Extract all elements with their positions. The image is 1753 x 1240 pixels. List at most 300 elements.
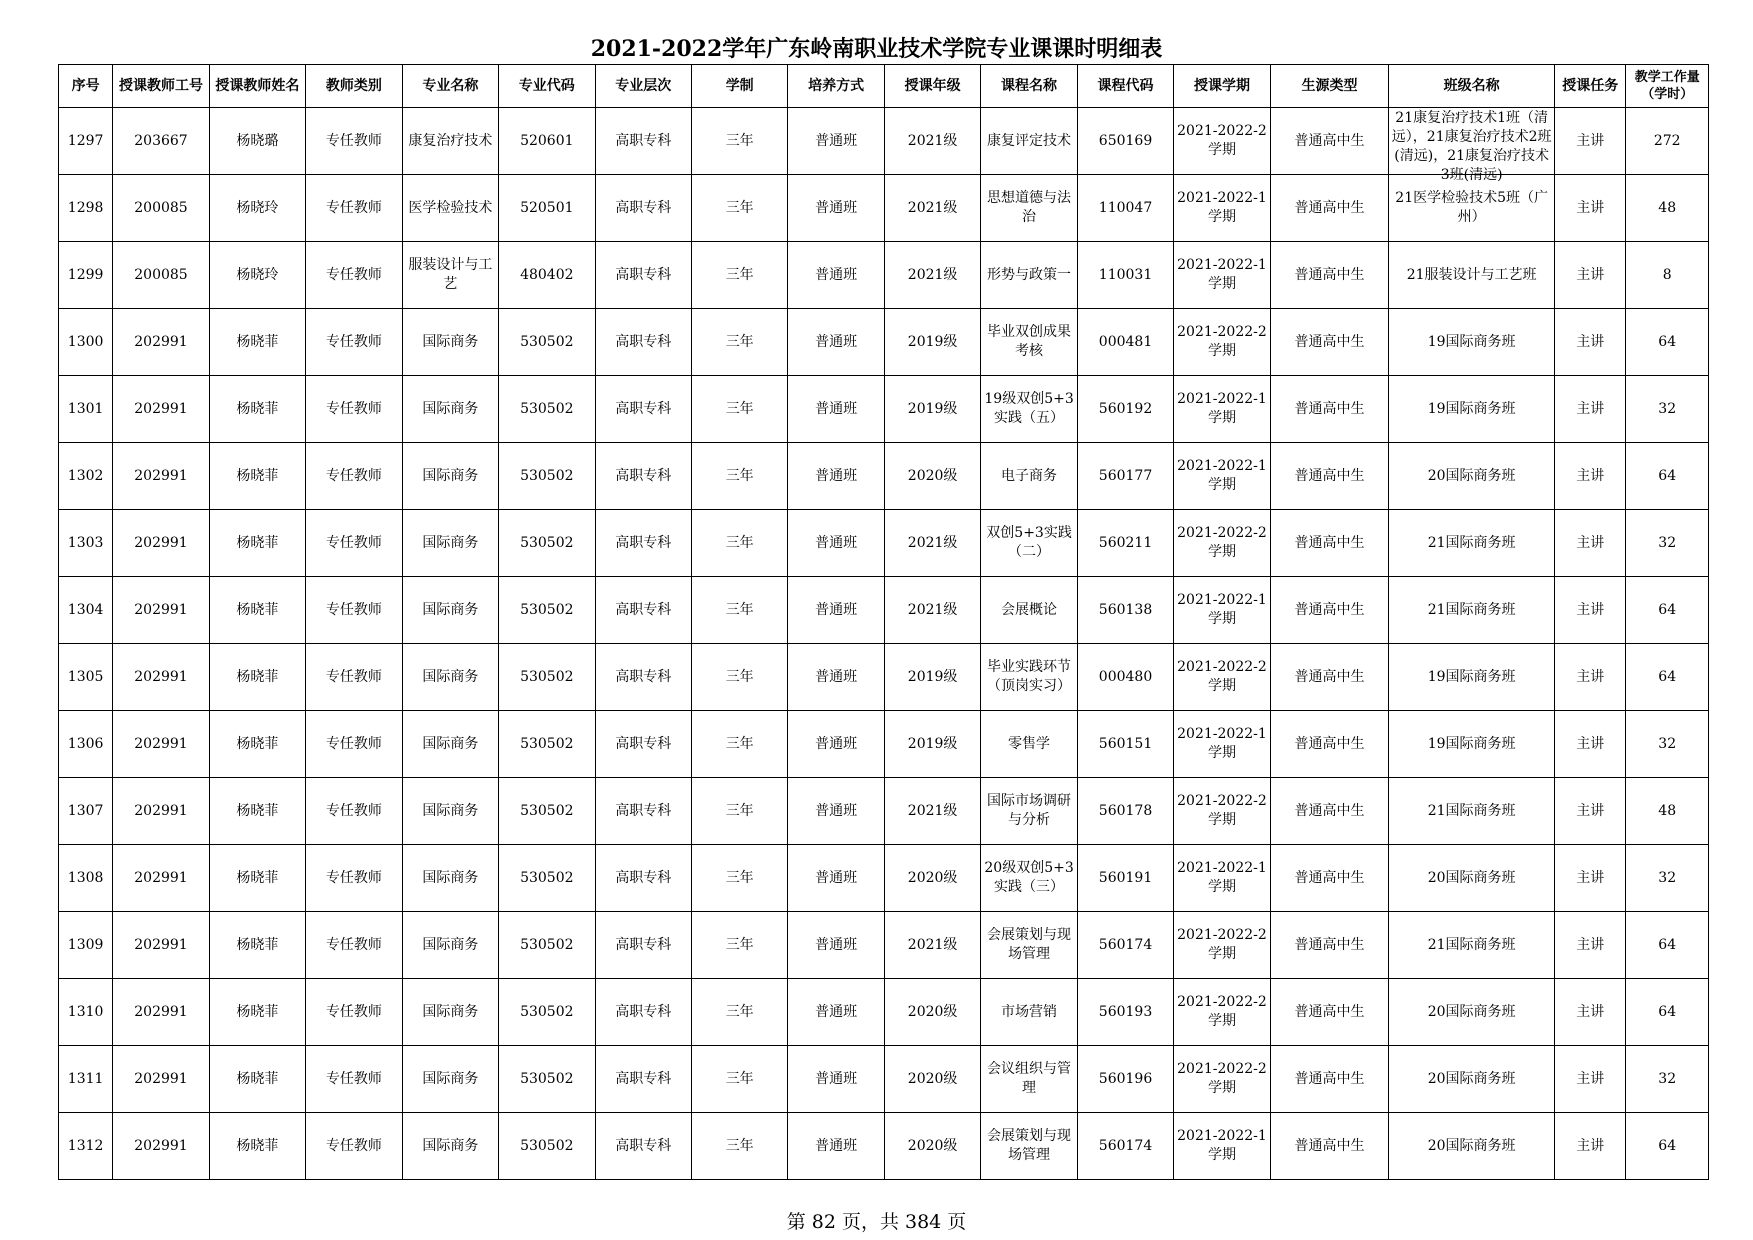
cell-text: 医学检验技术: [408, 199, 493, 216]
table-row: [59, 778, 1709, 845]
cell-text: 21国际商务班: [1427, 802, 1516, 819]
cell-text: 110047: [1098, 199, 1153, 216]
table-cell: [499, 175, 595, 242]
table-row: [59, 979, 1709, 1046]
cell-text: 普通班: [815, 534, 858, 551]
cell-text: 530502: [520, 333, 574, 350]
cell-text: 毕业双创成果考核: [987, 324, 1072, 359]
cell-text: 毕业实践环节（顶岗实习）: [987, 659, 1072, 694]
cell-text: 普通高中生: [1294, 936, 1365, 953]
table-cell: [788, 309, 884, 376]
table-cell: [691, 1046, 787, 1113]
cell-text: 202991: [134, 601, 188, 618]
cell-text: 21服装设计与工艺班: [1406, 266, 1537, 283]
cell-text: 杨晓菲: [236, 869, 279, 886]
cell-text: 1309: [67, 936, 104, 953]
table-cell: [209, 711, 305, 778]
table-cell: [1270, 309, 1389, 376]
cell-text: 560151: [1098, 735, 1153, 752]
cell-text: 520501: [520, 199, 574, 216]
cell-text: 高职专科: [615, 1070, 672, 1087]
cell-text: 国际商务: [422, 601, 479, 618]
table-cell: [1626, 1046, 1709, 1113]
column-header: 教学工作量（学时）: [1626, 65, 1709, 108]
cell-text: 普通高中生: [1294, 802, 1365, 819]
cell-text: 2021-2022-2学期: [1177, 1061, 1267, 1096]
cell-text: 530502: [520, 1003, 574, 1020]
table-cell: [884, 108, 980, 175]
table-cell: [1270, 1046, 1389, 1113]
cell-text: 20级双创5+3实践（三）: [984, 860, 1074, 895]
table-cell: [884, 376, 980, 443]
cell-text: 专任教师: [325, 735, 382, 752]
column-header: 专业名称: [402, 65, 498, 108]
table-cell: [981, 979, 1077, 1046]
table-cell: [306, 912, 402, 979]
cell-text: 21国际商务班: [1427, 534, 1516, 551]
table-cell: [788, 242, 884, 309]
table-cell: [306, 376, 402, 443]
cell-text: 杨晓菲: [236, 534, 279, 551]
table-cell: [981, 912, 1077, 979]
cell-text: 200085: [134, 199, 188, 216]
cell-text: 杨晓菲: [236, 467, 279, 484]
table-cell: [1077, 1113, 1173, 1180]
table-cell: [113, 309, 209, 376]
table-cell: [691, 242, 787, 309]
table-cell: [402, 912, 498, 979]
cell-text: 专任教师: [325, 1070, 382, 1087]
table-cell: [1555, 376, 1626, 443]
table-cell: [113, 1046, 209, 1113]
table-cell: [981, 510, 1077, 577]
table-cell: [1555, 1046, 1626, 1113]
cell-text: 国际商务: [422, 735, 479, 752]
table-cell: [499, 510, 595, 577]
cell-text: 专任教师: [325, 333, 382, 350]
page-title: 2021-2022学年广东岭南职业技术学院专业课课时明细表: [590, 36, 1163, 62]
cell-text: 高职专科: [615, 869, 672, 886]
cell-text: 主讲: [1576, 1003, 1605, 1020]
table-cell: [59, 845, 113, 912]
cell-text: 2019级: [907, 735, 958, 752]
table-row: [59, 1113, 1709, 1180]
table-cell: [59, 443, 113, 510]
table-cell: [1270, 510, 1389, 577]
cell-text: 560174: [1098, 936, 1153, 953]
cell-text: 000480: [1098, 668, 1153, 685]
table-cell: [595, 711, 691, 778]
table-cell: [1555, 108, 1626, 175]
table-cell: [1555, 443, 1626, 510]
table-cell: [595, 510, 691, 577]
cell-text: 1305: [67, 668, 104, 685]
cell-text: 专任教师: [325, 802, 382, 819]
table-cell: [499, 1046, 595, 1113]
table-cell: [1389, 376, 1555, 443]
cell-text: 杨晓璐: [236, 132, 279, 149]
table-cell: [1174, 510, 1270, 577]
table-cell: [884, 644, 980, 711]
table-cell: [1555, 309, 1626, 376]
table-cell: [209, 845, 305, 912]
column-header: 教师类别: [306, 65, 402, 108]
cell-text: 2019级: [907, 668, 958, 685]
cell-text: 普通班: [815, 601, 858, 618]
table-cell: [209, 510, 305, 577]
table-cell: [788, 845, 884, 912]
table-cell: [59, 242, 113, 309]
table-cell: [499, 309, 595, 376]
table-cell: [1389, 912, 1555, 979]
cell-text: 1299: [67, 266, 104, 283]
table-cell: [402, 845, 498, 912]
cell-text: 64: [1658, 333, 1677, 350]
cell-text: 普通高中生: [1294, 869, 1365, 886]
cell-text: 专任教师: [325, 1137, 382, 1154]
table-row: [59, 912, 1709, 979]
column-header: 专业代码: [499, 65, 595, 108]
table-cell: [1077, 644, 1173, 711]
cell-text: 560191: [1098, 869, 1153, 886]
table-row: [59, 711, 1709, 778]
cell-text: 会议组织与管理: [987, 1061, 1072, 1096]
table-cell: [499, 108, 595, 175]
cell-text: 560196: [1098, 1070, 1153, 1087]
table-cell: [1626, 443, 1709, 510]
cell-text: 2021级: [907, 534, 958, 551]
cell-text: 20国际商务班: [1427, 1070, 1516, 1087]
table-cell: [209, 644, 305, 711]
table-cell: [306, 175, 402, 242]
cell-text: 1302: [67, 467, 104, 484]
cell-text: 会展概论: [1001, 601, 1058, 618]
cell-text: 530502: [520, 735, 574, 752]
table-cell: [306, 778, 402, 845]
table-cell: [209, 443, 305, 510]
table-row: [59, 845, 1709, 912]
cell-text: 三年: [725, 601, 754, 618]
cell-text: 普通高中生: [1294, 400, 1365, 417]
cell-text: 21国际商务班: [1427, 601, 1516, 618]
table-cell: [113, 242, 209, 309]
table-cell: [1270, 644, 1389, 711]
cell-text: 高职专科: [615, 668, 672, 685]
cell-text: 三年: [725, 534, 754, 551]
table-cell: [1174, 443, 1270, 510]
table-cell: [884, 711, 980, 778]
table-cell: [691, 979, 787, 1046]
table-cell: [402, 1046, 498, 1113]
cell-text: 主讲: [1576, 936, 1605, 953]
cell-text: 国际市场调研与分析: [987, 793, 1072, 828]
cell-text: 1301: [67, 400, 104, 417]
table-cell: [595, 175, 691, 242]
table-cell: [788, 912, 884, 979]
table-cell: [1555, 644, 1626, 711]
cell-text: 国际商务: [422, 936, 479, 953]
cell-text: 64: [1658, 467, 1677, 484]
table-cell: [1174, 912, 1270, 979]
cell-text: 2021级: [907, 132, 958, 149]
table-cell: [595, 979, 691, 1046]
table-cell: [59, 1113, 113, 1180]
table-cell: [788, 175, 884, 242]
table-cell: [691, 1113, 787, 1180]
table-cell: [306, 979, 402, 1046]
table-row: [59, 510, 1709, 577]
table-cell: [1174, 376, 1270, 443]
cell-text: 专任教师: [325, 601, 382, 618]
cell-text: 530502: [520, 1137, 574, 1154]
table-cell: [306, 1046, 402, 1113]
table-cell: [1555, 1113, 1626, 1180]
table-cell: [981, 644, 1077, 711]
table-cell: [1626, 175, 1709, 242]
table-cell: [884, 979, 980, 1046]
table-cell: [113, 1113, 209, 1180]
table-cell: [691, 577, 787, 644]
cell-text: 高职专科: [615, 132, 672, 149]
table-cell: [1077, 979, 1173, 1046]
cell-text: 202991: [134, 534, 188, 551]
cell-text: 杨晓菲: [236, 735, 279, 752]
cell-text: 国际商务: [422, 802, 479, 819]
table-cell: [1555, 242, 1626, 309]
table-cell: [306, 577, 402, 644]
cell-text: 高职专科: [615, 333, 672, 350]
table-cell: [1555, 175, 1626, 242]
table-cell: [1270, 443, 1389, 510]
cell-text: 64: [1658, 1003, 1677, 1020]
table-cell: [981, 1046, 1077, 1113]
column-header: 生源类型: [1270, 65, 1389, 108]
cell-text: 32: [1658, 869, 1677, 886]
cell-text: 202991: [134, 1070, 188, 1087]
cell-text: 560138: [1098, 601, 1153, 618]
table-row: [59, 242, 1709, 309]
cell-text: 1307: [67, 802, 104, 819]
cell-text: 国际商务: [422, 1137, 479, 1154]
table-cell: [981, 242, 1077, 309]
column-header: 授课年级: [884, 65, 980, 108]
table-cell: [1174, 1113, 1270, 1180]
table-cell: [59, 175, 113, 242]
table-cell: [788, 108, 884, 175]
table-cell: [209, 778, 305, 845]
table-cell: [884, 309, 980, 376]
table-cell: [1174, 711, 1270, 778]
table-row: [59, 376, 1709, 443]
table-cell: [209, 175, 305, 242]
cell-text: 1306: [67, 735, 104, 752]
cell-text: 普通高中生: [1294, 199, 1365, 216]
cell-text: 2021-2022-2学期: [1177, 525, 1267, 560]
table-cell: [788, 1113, 884, 1180]
cell-text: 三年: [725, 199, 754, 216]
cell-text: 三年: [725, 1003, 754, 1020]
cell-text: 530502: [520, 869, 574, 886]
cell-text: 202991: [134, 333, 188, 350]
table-row: [59, 108, 1709, 175]
table-cell: [1555, 577, 1626, 644]
table-cell: [209, 1113, 305, 1180]
table-cell: [59, 510, 113, 577]
cell-text: 双创5+3实践（二）: [986, 525, 1072, 560]
cell-text: 1297: [67, 132, 104, 149]
cell-text: 普通高中生: [1294, 132, 1365, 149]
table-cell: [402, 510, 498, 577]
table-cell: [402, 1113, 498, 1180]
table-cell: [113, 912, 209, 979]
table-cell: [306, 108, 402, 175]
cell-text: 2019级: [907, 400, 958, 417]
table-cell: [595, 577, 691, 644]
cell-text: 32: [1658, 534, 1677, 551]
cell-text: 高职专科: [615, 601, 672, 618]
cell-text: 杨晓菲: [236, 1070, 279, 1087]
table-row: [59, 309, 1709, 376]
table-cell: [1626, 711, 1709, 778]
table-cell: [1270, 376, 1389, 443]
table-cell: [981, 175, 1077, 242]
cell-text: 530502: [520, 802, 574, 819]
cell-text: 国际商务: [422, 869, 479, 886]
cell-text: 普通高中生: [1294, 333, 1365, 350]
column-header: 授课教师姓名: [209, 65, 305, 108]
table-cell: [113, 778, 209, 845]
cell-text: 三年: [725, 869, 754, 886]
table-cell: [1174, 577, 1270, 644]
table-row: [59, 577, 1709, 644]
table-cell: [1174, 242, 1270, 309]
cell-text: 200085: [134, 266, 188, 283]
cell-text: 高职专科: [615, 467, 672, 484]
table-cell: [1626, 845, 1709, 912]
table-cell: [1389, 108, 1555, 183]
cell-text: 高职专科: [615, 735, 672, 752]
cell-text: 560211: [1098, 534, 1153, 551]
table-cell: [1270, 242, 1389, 309]
cell-text: 203667: [134, 132, 188, 149]
table-cell: [113, 979, 209, 1046]
cell-text: 三年: [725, 132, 754, 149]
cell-text: 三年: [725, 333, 754, 350]
table-cell: [1389, 845, 1555, 912]
cell-text: 560193: [1098, 1003, 1153, 1020]
cell-text: 主讲: [1576, 400, 1605, 417]
cell-text: 650169: [1098, 132, 1153, 149]
table-cell: [1270, 711, 1389, 778]
cell-text: 主讲: [1576, 1137, 1605, 1154]
table-cell: [1626, 577, 1709, 644]
table-cell: [1270, 845, 1389, 912]
column-header: 授课教师工号: [113, 65, 209, 108]
table-cell: [788, 711, 884, 778]
cell-text: 000481: [1098, 333, 1153, 350]
cell-text: 20国际商务班: [1427, 869, 1516, 886]
table-cell: [691, 644, 787, 711]
table-cell: [499, 376, 595, 443]
cell-text: 19国际商务班: [1427, 735, 1516, 752]
cell-text: 普通班: [815, 266, 858, 283]
cell-text: 专任教师: [325, 400, 382, 417]
table-cell: [884, 1046, 980, 1113]
table-cell: [209, 1046, 305, 1113]
cell-text: 1310: [67, 1003, 104, 1020]
cell-text: 普通班: [815, 467, 858, 484]
table-cell: [59, 577, 113, 644]
table-cell: [1555, 711, 1626, 778]
cell-text: 普通班: [815, 936, 858, 953]
table-cell: [691, 376, 787, 443]
table-cell: [1389, 510, 1555, 577]
table-cell: [1077, 108, 1173, 175]
cell-text: 2021-2022-1学期: [1177, 592, 1267, 627]
cell-text: 2021-2022-2学期: [1177, 324, 1267, 359]
cell-text: 康复评定技术: [987, 132, 1072, 149]
table-cell: [884, 175, 980, 242]
cell-text: 2020级: [907, 1003, 958, 1020]
table-cell: [113, 577, 209, 644]
table-cell: [1270, 979, 1389, 1046]
table-cell: [113, 711, 209, 778]
table-cell: [1626, 979, 1709, 1046]
cell-text: 普通高中生: [1294, 1003, 1365, 1020]
table-cell: [1270, 912, 1389, 979]
table-cell: [209, 979, 305, 1046]
table-cell: [1077, 912, 1173, 979]
table-cell: [1555, 845, 1626, 912]
table-cell: [595, 108, 691, 175]
table-cell: [1077, 778, 1173, 845]
cell-text: 32: [1658, 735, 1677, 752]
table-cell: [1077, 175, 1173, 242]
cell-text: 202991: [134, 936, 188, 953]
cell-text: 高职专科: [615, 400, 672, 417]
table-cell: [981, 108, 1077, 175]
cell-text: 国际商务: [422, 333, 479, 350]
cell-text: 杨晓菲: [236, 1003, 279, 1020]
cell-text: 普通高中生: [1294, 601, 1365, 618]
table-cell: [499, 644, 595, 711]
table-cell: [1389, 778, 1555, 845]
cell-text: 会展策划与现场管理: [987, 927, 1072, 962]
table-cell: [113, 108, 209, 175]
table-cell: [499, 443, 595, 510]
table-cell: [884, 1113, 980, 1180]
table-cell: [884, 242, 980, 309]
cell-text: 国际商务: [422, 668, 479, 685]
cell-text: 19国际商务班: [1427, 400, 1516, 417]
table-cell: [209, 577, 305, 644]
cell-text: 202991: [134, 668, 188, 685]
table-cell: [1626, 644, 1709, 711]
cell-text: 64: [1658, 1137, 1677, 1154]
table-cell: [402, 108, 498, 175]
column-header: 课程代码: [1077, 65, 1173, 108]
table-cell: [499, 242, 595, 309]
table-cell: [1626, 108, 1709, 175]
cell-text: 三年: [725, 936, 754, 953]
table-cell: [691, 510, 787, 577]
column-header: 培养方式: [788, 65, 884, 108]
table-cell: [1174, 175, 1270, 242]
page-footer: 第 82 页，共 384 页: [786, 1211, 967, 1233]
table-cell: [1174, 309, 1270, 376]
table-cell: [1389, 979, 1555, 1046]
table-cell: [59, 644, 113, 711]
